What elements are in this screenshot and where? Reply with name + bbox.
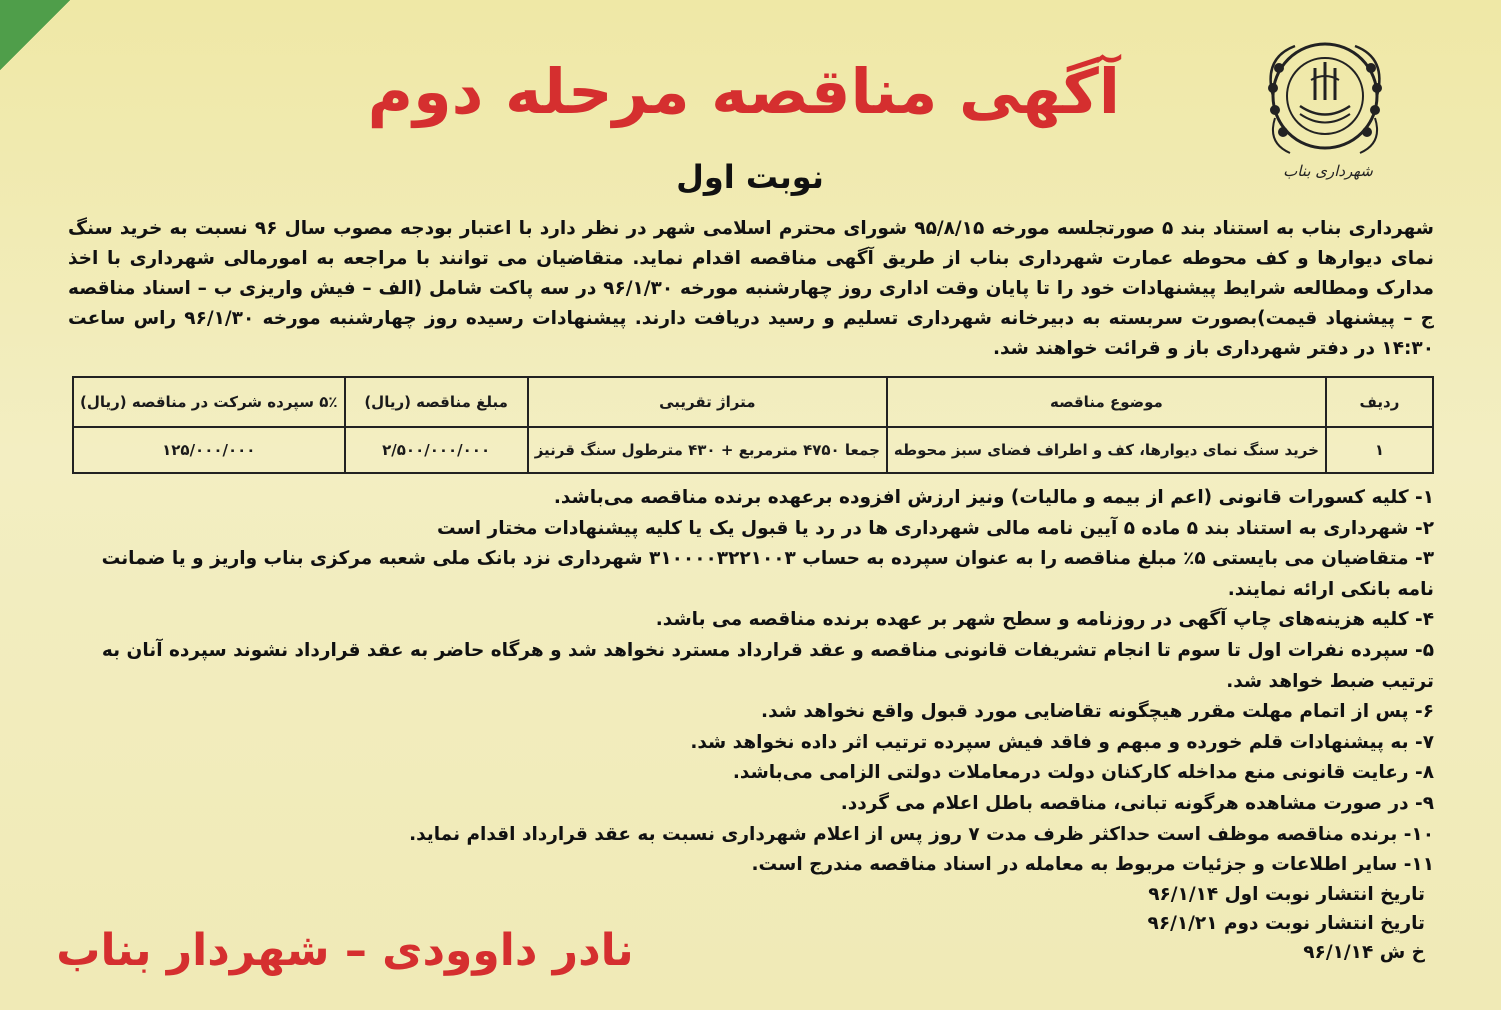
intro-paragraph: شهرداری بناب به استناد بند ۵ صورتجلسه مورخه ۹۵/۸/۱۵ شورای محترم اسلامی شهر در نظر دارد با اعتبار بودجه مصوب سال ۹۶ نسبت به خرید سنگ نمای دیوارها و کف محوطه عمارت شهرداری بناب از طریق آگهی مناقصه اقدام نماید. متقاضیان می توانند با مراجعه به امورمالی شهرداری با اخذ مدارک ومطالعه شرایط پیشنهادات خود را تا پایان وقت اداری روز چهارشنبه مورخه ۹۶/۱/۳۰ در سه پاکت شامل (الف – فیش واریزی ب – اسناد مناقصه ج – پیشنهاد قیمت)بصورت سربسته به دبیرخانه شهرداری تسلیم و رسید دریافت دارند. پیشنهادات رسیده روز چهارشنبه مورخه ۹۶/۱/۳۰ راس ساعت ۱۴:۳۰ در دفتر شهرداری باز و قرائت خواهند شد. [68, 218, 1435, 359]
list-item: ۱۰- برنده مناقصه موظف است حداکثر ظرف مدت ۷ روز پس از اعلام شهرداری نسبت به عقد قرارداد اقدام نماید. [409, 823, 1434, 845]
header-quantity: متراژ تقریبی [528, 377, 887, 427]
publication-dates [1000, 880, 1425, 967]
list-item: ۱۱- سایر اطلاعات و جزئیات مربوط به معامله در اسناد مناقصه مندرج است. [751, 854, 1434, 876]
mayor-signature: نادر داوودی – شهردار بناب [56, 925, 634, 976]
list-item: ۱- کلیه کسورات قانونی (اعم از بیمه و مالیات) ونیز ارزش افزوده برعهده برنده مناقصه می‌باشد. [553, 487, 1434, 508]
cell-row-number: ۱ [1326, 427, 1433, 473]
cell-amount: ۲/۵۰۰/۰۰۰/۰۰۰ [345, 427, 528, 473]
first-publication-date: تاریخ انتشار نوبت اول ۹۶/۱/۱۴ [1148, 884, 1425, 905]
header-deposit: ۵٪ سپرده شرکت در مناقصه (ریال) [73, 377, 345, 427]
header-row-number: ردیف [1326, 377, 1433, 427]
logo-caption: شهرداری بناب [1283, 162, 1373, 180]
green-corner-decoration [0, 0, 70, 70]
header-amount: مبلغ مناقصه (ریال) [345, 377, 528, 427]
list-item: ۹- در صورت مشاهده هرگونه تبانی، مناقصه باطل اعلام می گردد. [840, 792, 1434, 814]
list-item: ۵- سپرده نفرات اول تا سوم تا انجام تشریفات قانونی مناقصه و عقد قرارداد مسترد نخواهد شد و هرگاه حاضر به عقد قرارداد نشوند سپرده آنان به ترتیب ضبط خواهد شد. [101, 639, 1434, 692]
tender-table [72, 376, 1434, 474]
list-item: ۴- کلیه هزینه‌های چاپ آگهی در روزنامه و سطح شهر بر عهده برنده مناقصه می باشد. [655, 609, 1434, 631]
reference-code: خ ش ۹۶/۱/۱۴ [1303, 942, 1425, 963]
list-item: ۷- به پیشنهادات قلم خورده و مبهم و فاقد فیش سپرده ترتیب اثر داده نخواهد شد. [690, 731, 1434, 753]
list-item: ۶- پس از اتمام مهلت مقرر هیچگونه تقاضایی مورد قبول واقع نخواهد شد. [761, 701, 1434, 723]
page-subtitle: نوبت اول [676, 158, 824, 196]
table-header-row [73, 377, 1433, 427]
cell-deposit: ۱۲۵/۰۰۰/۰۰۰ [73, 427, 345, 473]
header-subject: موضوع مناقصه [887, 377, 1326, 427]
cell-subject: خرید سنگ نمای دیوارها، کف و اطراف فضای سبز محوطه [887, 427, 1326, 473]
page-title: آگهی مناقصه مرحله دوم [367, 55, 1120, 128]
list-item: ۲- شهرداری به استناد بند ۵ ماده ۵ آیین نامه مالی شهرداری ها در رد یا قبول یک یا کلیه پیشنهادات مختار است [437, 517, 1434, 539]
conditions-list [68, 483, 1434, 881]
list-item: ۸- رعایت قانونی منع مداخله کارکنان دولت درمعاملات دولتی الزامی می‌باشد. [732, 762, 1434, 784]
cell-quantity: جمعا ۴۷۵۰ مترمربع + ۴۳۰ مترطول سنگ قرنیز [528, 427, 887, 473]
second-publication-date: تاریخ انتشار نوبت دوم ۹۶/۱/۲۱ [1147, 913, 1425, 934]
table-row [73, 427, 1433, 473]
list-item: ۳- متقاضیان می بایستی ۵٪ مبلغ مناقصه را به عنوان سپرده به حساب ۳۱۰۰۰۰۳۲۲۱۰۰۳ شهرداری نزد بانک ملی شعبه مرکزی بناب واریز و یا ضمانت نامه بانکی ارائه نمایند. [101, 548, 1434, 600]
